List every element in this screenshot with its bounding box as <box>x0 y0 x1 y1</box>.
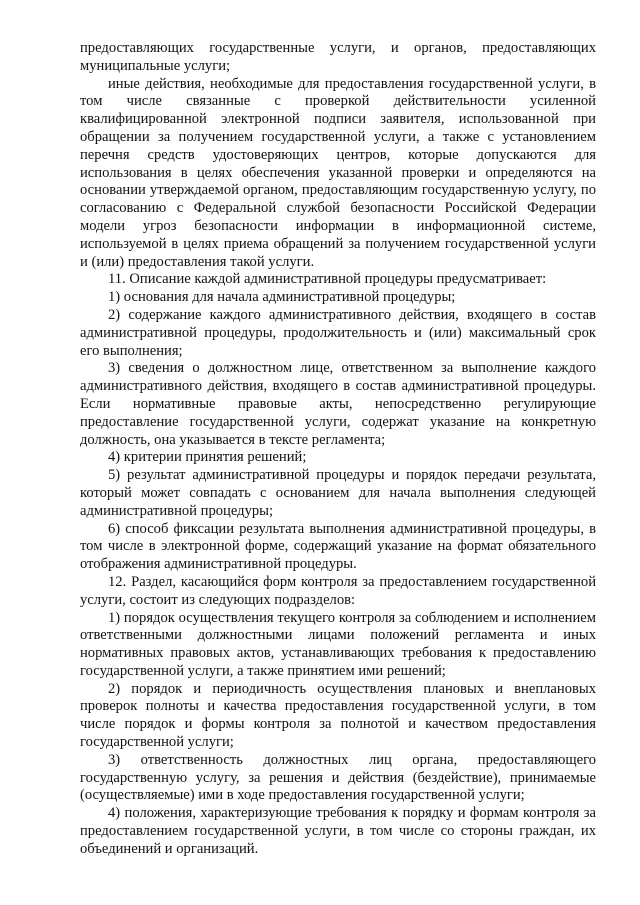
paragraph-other-actions: иные действия, необходимые для предоставления государственной услуги, в том числе связанные с проверкой действительности усиленной квалифицированной электронной подписи заявителя, использованной при обращении за получением государственной услуги, а также с установлением перечня средств удостоверяющих центров, которые допускаются для использования в целях обеспечения указанной проверки и определяются на основании утверждаемой органом, предоставляющим государственную услугу, по согласованию с Федеральной службой безопасности Российской Федерации модели угроз безопасности информации в информационной системе, используемой в целях приема обращений за получением государственной услуги и (или) предоставления такой услуги. <box>80 75 596 270</box>
paragraph-12-item-3: 3) ответственность должностных лиц органа, предоставляющего государственную услугу, за решения и действия (бездействие), принимаемые (осуществляемые) ими в ходе предоставления государственной услуги; <box>80 751 596 804</box>
document-body <box>80 40 596 859</box>
paragraph-12-item-2: 2) порядок и периодичность осуществления плановых и внеплановых проверок полноты и качества предоставления государственной услуги, в том числе порядок и формы контроля за полнотой и качеством предоставления государственной услуги; <box>80 680 596 751</box>
paragraph-11-item-5: 5) результат административной процедуры и порядок передачи результата, который может совпадать с основанием для начала выполнения следующей административной процедуры; <box>80 467 596 519</box>
paragraph-12-item-1: 1) порядок осуществления текущего контроля за соблюдением и исполнением ответственными должностными лицами положений регламента и иных нормативных правовых актов, устанавливающих требования к предоставлению государственной услуги, а также принятием ими решений; <box>80 609 596 679</box>
paragraph-11-item-6: 6) способ фиксации результата выполнения административной процедуры, в том числе в электронной форме, содержащий указание на формат обязательного отображения административной процедуры. <box>80 520 596 573</box>
paragraph-12-item-4: 4) положения, характеризующие требования к порядку и формам контроля за предоставлением государственной услуги, в том числе со стороны граждан, их объединений и организаций. <box>80 805 596 857</box>
paragraph-11-item-1: 1) основания для начала административной процедуры; <box>108 289 456 306</box>
paragraph-11-item-2: 2) содержание каждого административного действия, входящего в состав административной процедуры, продолжительность и (или) максимальный срок его выполнения; <box>80 306 596 359</box>
paragraph-11-item-4: 4) критерии принятия решений; <box>108 449 307 466</box>
paragraph-section-12: 12. Раздел, касающийся форм контроля за предоставлением государственной услуги, состоит из следующих подразделов: <box>80 573 596 608</box>
paragraph-11-item-3: 3) сведения о должностном лице, ответственном за выполнение каждого административного действия, входящего в состав административной процедуры. Если нормативные правовые акты, непосредственно регулирующие предоставление государственной услуги, содержат указание на конкретную должность, она указывается в тексте регламента; <box>80 360 596 448</box>
paragraph-continued: предоставляющих государственные услуги, и органов, предоставляющих муниципальные услуги; <box>80 40 596 74</box>
paragraph-section-11: 11. Описание каждой административной процедуры предусматривает: <box>108 271 547 288</box>
